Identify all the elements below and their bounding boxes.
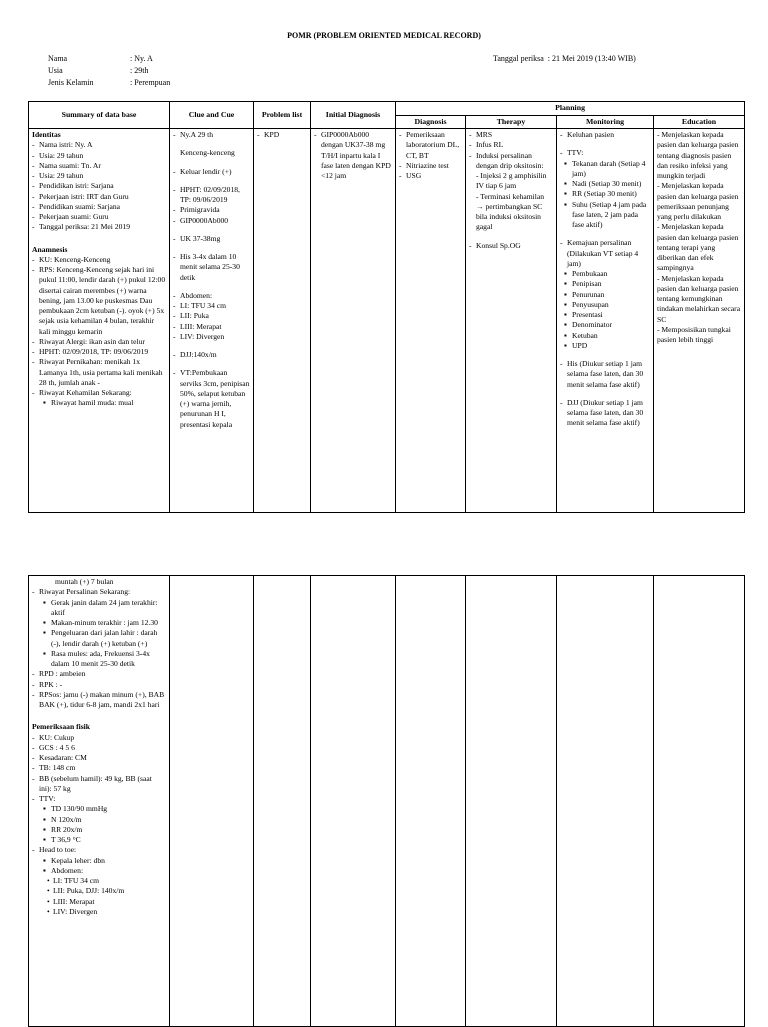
list-item: - RPK : - bbox=[32, 680, 166, 690]
list-item: - MRS bbox=[469, 130, 553, 140]
plan-monitoring-cell bbox=[557, 129, 654, 513]
list-item: - KPD bbox=[257, 130, 307, 140]
exam-date-value: : 21 Mei 2019 (13:40 WIB) bbox=[547, 54, 636, 63]
header-education: Education bbox=[654, 115, 745, 129]
spacer bbox=[560, 390, 650, 398]
education-item: - Menjelaskan kepada pasien dan keluarga pasien pemeriksaan penunjang yang perlu dilakukan bbox=[657, 181, 739, 222]
clue-list bbox=[173, 130, 250, 430]
fisik-list bbox=[32, 733, 166, 918]
fisik-title: Pemeriksaan fisik bbox=[32, 722, 91, 732]
header-monitoring: Monitoring bbox=[557, 115, 654, 129]
list-item: ▪ Pembukaan bbox=[560, 269, 650, 279]
list-item: - Infus RL bbox=[469, 140, 553, 150]
list-item: - HPHT: 02/09/2018, TP: 09/06/2019 bbox=[32, 347, 166, 357]
plan-education-cell bbox=[654, 129, 745, 513]
list-item: - Pemeriksaan laboratorium DL, CT, BT bbox=[399, 130, 462, 161]
spacer bbox=[560, 230, 650, 238]
spacer bbox=[173, 244, 250, 252]
list-item: - Ny.A 29 th bbox=[173, 130, 250, 140]
list-item: ▪ Makan-minum terakhir : jam 12.30 bbox=[39, 618, 166, 628]
list-item: - KU: Kenceng-Kenceng bbox=[32, 255, 166, 265]
anamnesis-list bbox=[32, 255, 166, 409]
list-item: - Kesadaran: CM bbox=[32, 753, 166, 763]
patient-info bbox=[48, 54, 170, 90]
list-item: ▪ N 120x/m bbox=[39, 815, 166, 825]
list-item: - USG bbox=[399, 171, 462, 181]
list-item: ▪ Presentasi bbox=[560, 310, 650, 320]
list-item: - Riwayat Pernikahan: menikah 1x Lamanya 1th, usia pertama kali menikah 28 th, jumlah anak - bbox=[32, 357, 166, 388]
empty-cell bbox=[396, 576, 466, 1027]
list-item: - His 3-4x dalam 10 menit selama 25-30 detik bbox=[173, 252, 250, 283]
pomr-table bbox=[28, 101, 745, 513]
list-item: ▪ Tekanan darah (Setiap 4 jam) bbox=[560, 159, 650, 180]
list-item: - Terminasi kehamilan → pertimbangkan SC bila induksi oksitosin gagal bbox=[476, 191, 545, 232]
spacer bbox=[173, 140, 250, 148]
pomr-table-continued bbox=[28, 575, 745, 1027]
list-item: ▪ Penipisan bbox=[560, 279, 650, 289]
list-item: ▪ Penyusupan bbox=[560, 300, 650, 310]
spacer bbox=[173, 283, 250, 291]
header-initial: Initial Diagnosis bbox=[311, 102, 396, 129]
list-item: ▪ RR (Setiap 30 menit) bbox=[560, 189, 650, 199]
list-item: - Primigravida bbox=[173, 205, 250, 215]
plan-therapy-list bbox=[469, 130, 553, 251]
list-item: - Abdomen: bbox=[173, 291, 250, 301]
list-item: ▪ Suhu (Setiap 4 jam pada fase laten, 2 jam pada fase aktif) bbox=[560, 200, 650, 231]
page-title: POMR (PROBLEM ORIENTED MEDICAL RECORD) bbox=[287, 31, 481, 40]
list-item: - GCS : 4 5 6 bbox=[32, 743, 166, 753]
list-item: - GIP0000Ab000 bbox=[173, 216, 250, 226]
spacer bbox=[173, 177, 250, 185]
list-item: - RPSos: jamu (-) makan minum (+), BAB BAK (+), tidur 6-8 jam, mandi 2x1 hari bbox=[32, 690, 166, 711]
patient-value: : 29th bbox=[130, 66, 149, 75]
list-item: - Riwayat Persalinan Sekarang: bbox=[32, 587, 166, 597]
plan-diagnosis-list bbox=[399, 130, 462, 181]
patient-value: : Perempuan bbox=[130, 78, 171, 87]
list-item: - Nitriazine test bbox=[399, 161, 462, 171]
list-item: - LI: TFU 34 cm bbox=[173, 301, 250, 311]
list-item: - HPHT: 02/09/2018, TP: 09/06/2019 bbox=[173, 185, 250, 206]
empty-cell bbox=[311, 576, 396, 1027]
list-item: - TB: 148 cm bbox=[32, 763, 166, 773]
list-item: • LI: TFU 34 cm bbox=[39, 876, 166, 886]
spacer bbox=[469, 233, 553, 241]
list-item: - KU: Cukup bbox=[32, 733, 166, 743]
list-item: - VT:Pembukaan serviks 3cm, penipisan 50%, selaput ketuban (+) warna jernih, penurunan H I, presentasi kepala bbox=[173, 368, 250, 430]
list-item: ▪ UPD bbox=[560, 341, 650, 351]
list-item: - Keluar lendir (+) bbox=[173, 167, 250, 177]
list-item: ▪ Denominator bbox=[560, 320, 650, 330]
spacer bbox=[560, 140, 650, 148]
list-item: muntah (+) 7 bulan bbox=[55, 577, 114, 586]
list-item: ▪ Abdomen: bbox=[39, 866, 166, 876]
list-item: - Konsul Sp.OG bbox=[469, 241, 553, 251]
plan-diagnosis-cell bbox=[396, 129, 466, 513]
problem-cell bbox=[254, 129, 311, 513]
spacer bbox=[560, 351, 650, 359]
initial-diagnosis-cell bbox=[311, 129, 396, 513]
list-item: - DJJ (Diukur setiap 1 jam selama fase laten, dan 30 menit selama fase aktif) bbox=[560, 398, 650, 429]
list-item: - RPD : ambeien bbox=[32, 669, 166, 679]
list-item: Kenceng-kenceng bbox=[180, 148, 235, 158]
list-item: - LIV: Divergen bbox=[173, 332, 250, 342]
list-item: ▪ Ketuban bbox=[560, 331, 650, 341]
empty-cell bbox=[557, 576, 654, 1027]
list-item: - Head to toe: bbox=[32, 845, 166, 855]
patient-value: : Ny. A bbox=[130, 54, 153, 63]
exam-date bbox=[493, 54, 636, 65]
list-item: ▪ Kepala leher: dbn bbox=[39, 856, 166, 866]
empty-cell bbox=[654, 576, 745, 1027]
list-item: - UK 37-38mg bbox=[173, 234, 250, 244]
list-item: - LIII: Merapat bbox=[173, 322, 250, 332]
list-item: - LII: Puka bbox=[173, 311, 250, 321]
empty-cell bbox=[254, 576, 311, 1027]
list-item: - RPS: Kenceng-Kenceng sejak hari ini pukul 11:00, lendir darah (+) pukul 12:00 disertai cairan merembes (+) warna bening, jam 13.00 ke puskesmas Dau pembukaan 2cm ketuban (-). oyok (+) 5x sejak usia kehamilan 4 bulan, terakhir kali minggu kemarin bbox=[32, 265, 166, 337]
list-item: - Kemajuan persalinan (Dilakukan VT setiap 4 jam) bbox=[560, 238, 650, 269]
list-item: • LII: Puka, DJJ: 140x/m bbox=[39, 886, 166, 896]
list-item: ▪ RR 20x/m bbox=[39, 825, 166, 835]
list-item: - Injeksi 2 g amphisilin IV tiap 6 jam bbox=[476, 171, 547, 191]
list-item: - Keluhan pasien bbox=[560, 130, 650, 140]
clue-cell bbox=[170, 129, 254, 513]
identitas-title: Identitas bbox=[32, 130, 61, 140]
header-problem: Problem list bbox=[254, 102, 311, 129]
patient-label: Jenis Kelamin bbox=[48, 78, 94, 87]
list-item: ▪ Pengeluaran dari jalan lahir : darah (-), lendir darah (+) ketuban (+) bbox=[39, 628, 166, 649]
list-item: • LIV: Divergen bbox=[39, 907, 166, 917]
summary-cell bbox=[29, 129, 170, 513]
list-item: - BB (sebelum hamil): 49 kg, BB (saat ini): 57 kg bbox=[32, 774, 166, 795]
list-item: - Usia: 29 tahun bbox=[32, 171, 166, 181]
spacer bbox=[173, 360, 250, 368]
education-item: - Menjelaskan kepada pasien dan keluarga pasien tentang terapi yang diberikan dan efek sampingnya bbox=[657, 222, 739, 273]
list-item: - Pekerjaan suami: Guru bbox=[32, 212, 166, 222]
list-item: ▪ Riwayat hamil muda: mual bbox=[39, 398, 166, 408]
list-item: - Tanggal periksa: 21 Mei 2019 bbox=[32, 222, 166, 232]
list-item: - Induksi persalinan dengan drip oksitosin: bbox=[469, 151, 553, 172]
list-item: ▪ T 36,9 °C bbox=[39, 835, 166, 845]
spacer bbox=[173, 342, 250, 350]
header-planning: Planning bbox=[396, 102, 745, 116]
header-summary: Summary of data base bbox=[29, 102, 170, 129]
identitas-list bbox=[32, 140, 166, 232]
list-item: - TTV: bbox=[560, 148, 650, 158]
education-item: - Menjelaskan kepada pasien dan keluarga pasien tentang diagnosis pasien dan resiko infeksi yang mungkin terjadi bbox=[657, 130, 739, 181]
patient-row bbox=[48, 54, 170, 66]
summary-cell-continued bbox=[29, 576, 170, 1027]
list-item: - Pekerjaan istri: IRT dan Guru bbox=[32, 192, 166, 202]
list-item: - Riwayat Kehamilan Sekarang: bbox=[32, 388, 166, 398]
list-item: ▪ Penurunan bbox=[560, 290, 650, 300]
list-item: - Nama istri: Ny. A bbox=[32, 140, 166, 150]
list-item: - Riwayat Alergi: ikan asin dan telur bbox=[32, 337, 166, 347]
list-item: - GIP0000Ab000 dengan UK37-38 mg T/H/I inpartu kala I fase laten dengan KPD <12 jam bbox=[314, 130, 392, 181]
spacer bbox=[173, 159, 250, 167]
patient-row bbox=[48, 78, 170, 90]
list-item: - Usia: 29 tahun bbox=[32, 151, 166, 161]
empty-cell bbox=[170, 576, 254, 1027]
list-item: - DJJ:140x/m bbox=[173, 350, 250, 360]
list-item: • LIII: Merapat bbox=[39, 897, 166, 907]
header-therapy: Therapy bbox=[466, 115, 557, 129]
list-item: ▪ Gerak janin dalam 24 jam terakhir: aktif bbox=[39, 598, 166, 619]
education-item: - Memposisikan tungkai pasien lebih tinggi bbox=[657, 324, 731, 345]
list-item: - TTV: bbox=[32, 794, 166, 804]
list-item: - Pendidikan suami: Sarjana bbox=[32, 202, 166, 212]
list-item: ▪ Nadi (Setiap 30 menit) bbox=[560, 179, 650, 189]
list-item: - Pendidikan istri: Sarjana bbox=[32, 181, 166, 191]
education-item: - Menjelaskan kepada pasien dan keluarga pasien tentang kemungkinan tindakan melahirkan secara SC bbox=[657, 273, 741, 324]
exam-date-label: Tanggal periksa bbox=[493, 54, 544, 63]
patient-label: Nama bbox=[48, 54, 68, 63]
list-item: ▪ Rasa mules: ada, Frekuensi 3-4x dalam 10 menit 25-30 detik bbox=[39, 649, 166, 670]
plan-therapy-cell bbox=[466, 129, 557, 513]
summary-continued-list bbox=[32, 577, 166, 710]
empty-cell bbox=[466, 576, 557, 1027]
list-item: - Nama suami: Tn. Ar bbox=[32, 161, 166, 171]
patient-label: Usia bbox=[48, 66, 63, 75]
spacer bbox=[173, 226, 250, 234]
anamnesis-title: Anamnesis bbox=[32, 244, 68, 254]
plan-monitoring-list bbox=[560, 130, 650, 429]
header-clue: Clue and Cue bbox=[170, 102, 254, 129]
header-diagnosis: Diagnosis bbox=[396, 115, 466, 129]
list-item: ▪ TD 130/90 mmHg bbox=[39, 804, 166, 814]
patient-row bbox=[48, 66, 170, 78]
list-item: - His (Diukur setiap 1 jam selama fase laten, dan 30 menit selama fase aktif) bbox=[560, 359, 650, 390]
